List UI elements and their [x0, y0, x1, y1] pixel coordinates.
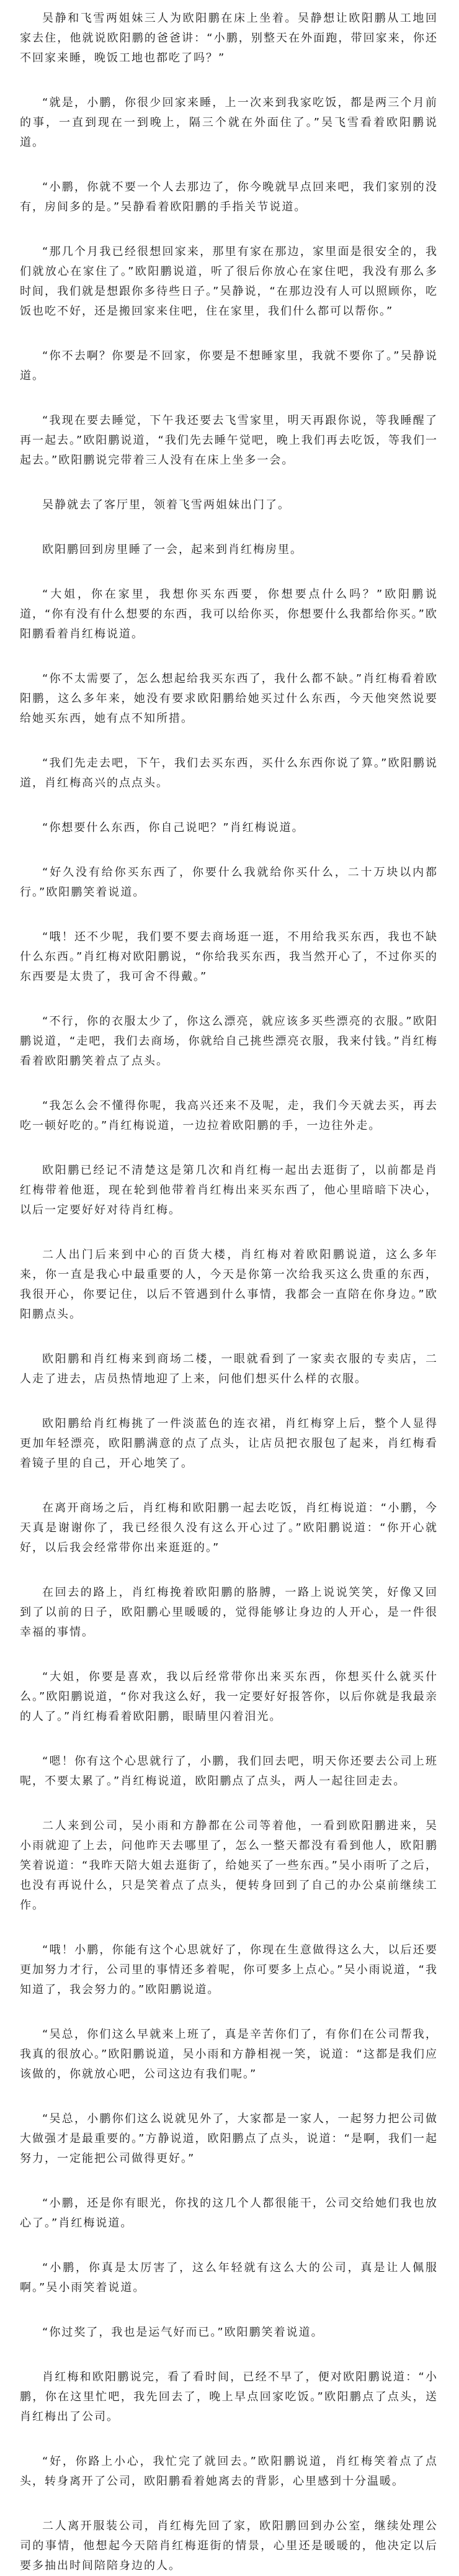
story-paragraph: 欧阳鹏给肖红梅挑了一件淡蓝色的连衣裙，肖红梅穿上后，整个人显得更加年轻漂亮，欧阳鹏满意的点了点头，让店员把衣服包了起来，肖红梅看着镜子里的自己，开心地笑了。: [20, 1417, 438, 1470]
story-paragraph: “吴总，你们这么早就来上班了，真是辛苦你们了，有你们在公司帮我，我真的很放心。”欧阳鹏说道，吴小雨和方静相视一笑，说道：“这都是我们应该做的，你就放心吧，公司这边有我们呢。”: [20, 2028, 438, 2081]
story-paragraph: 吴静就去了客厅里，领着飞雪两姐妹出门了。: [42, 498, 290, 511]
story-paragraph: 欧阳鹏已经记不清楚这是第几次和肖红梅一起出去逛街了，以前都是肖红梅带着他逛，现在轮到他带着肖红梅出来买东西了，他心里暗暗下决心，以后一定要好好对待肖红梅。: [20, 1164, 438, 1217]
story-paragraph: “我怎么会不懂得你呢，我高兴还来不及呢，走，我们今天就去买，再去吃一顿好吃的。”肖红梅说道，一边拉着欧阳鹏的手，一边往外走。: [20, 1099, 438, 1132]
story-paragraph: “好久没有给你买东西了，你要什么我就给你买什么，二十万块以内都行。”欧阳鹏笑着说道。: [20, 866, 438, 899]
story-paragraph: “小鹏，还是你有眼光，你找的这几个人都很能干，公司交给她们我也放心了。”肖红梅说道。: [20, 2197, 438, 2230]
story-paragraph: “小鹏，你就不要一个人去那边了，你今晚就早点回来吧，我们家别的没有，房间多的是。”吴静看着欧阳鹏的手指关节说道。: [20, 181, 438, 214]
story-paragraph: “哦！小鹏，你能有这个心思就好了，你现在生意做得这么大，以后还要更加努力才行，公司里的事情还多着呢，你可要多上点心。”吴小雨说道，“我知道了，我会努力的。”欧阳鹏说道。: [20, 1943, 438, 1996]
story-paragraph: “不行，你的衣服太少了，你这么漂亮，就应该多买些漂亮的衣服。”欧阳鹏说道，“走吧，我们去商场，你就给自己挑些漂亮衣服，我来付钱。”肖红梅看着欧阳鹏笑着点了点头。: [20, 1015, 438, 1068]
story-paragraph: 吴静和飞雪两姐妹三人为欧阳鹏在床上坐着。吴静想让欧阳鹏从工地回家去住，他就说欧阳鹏的爸爸讲：“小鹏，别整天在外面跑，带回家来，你还不回家来睡，晚饭工地也都吃了吗？”: [20, 12, 438, 65]
story-paragraph: 欧阳鹏和肖红梅来到商场二楼，一眼就看到了一家卖衣服的专卖店，二人走了进去，店员热情地迎了上来，问他们想买什么样的衣服。: [20, 1353, 438, 1385]
story-paragraph: 欧阳鹏回到房里睡了一会，起来到肖红梅房里。: [42, 543, 303, 556]
chapter-text-body: [20, 9, 438, 2576]
story-paragraph: “你不太需要了，怎么想起给我买东西了，我什么都不缺。”肖红梅看着欧阳鹏，这么多年来，她没有要求欧阳鹏给她买过什么东西，今天他突然说要给她买东西，她有点不知所措。: [20, 672, 438, 725]
story-paragraph: “大姐，你在家里，我想你买东西要，你想要点什么吗？”欧阳鹏说道，“你有没有什么想要的东西，我可以给你买，你想要什么我都给你买。”欧阳鹏看着肖红梅说道。: [20, 588, 438, 641]
story-paragraph: “就是，小鹏，你很少回家来睡，上一次来到我家吃饭，都是两三个月前的事，一直到现在一到晚上，隔三个就在外面住了。”吴飞雪看着欧阳鹏说道。: [20, 96, 438, 149]
story-paragraph: “我们先走去吧，下午，我们去买东西，买什么东西你说了算。”欧阳鹏说道，肖红梅高兴的点点头。: [20, 757, 438, 790]
story-paragraph: “哦！还不少呢，我们要不要去商场逛一逛，不用给我买东西，我也不缺什么东西。”肖红梅对欧阳鹏说，“你给我买东西，我当然开心了，不过你买的东西要是太贵了，我可舍不得戴。”: [20, 930, 438, 983]
story-paragraph: “你不去啊？你要是不回家，你要是不想睡家里，我就不要你了。”吴静说道。: [20, 349, 438, 382]
story-paragraph: 二人来到公司，吴小雨和方静都在公司等着他，一看到欧阳鹏进来，吴小雨就迎了上去，问他昨天去哪里了，怎么一整天都没有看到他人，欧阳鹏笑着说道：“我昨天陪大姐去逛街了，给她买了一些东西。”吴小雨听了之后，也没有再说什么，只是笑着点了点头，便转身回到了自己的办公桌前继续工作。: [20, 1819, 438, 1912]
story-paragraph: “你过奖了，我也是运气好而已。”欧阳鹏笑着说道。: [42, 2326, 324, 2339]
story-paragraph: “你想要什么东西，你自己说吧？”肖红梅说道。: [42, 821, 305, 834]
story-paragraph: 在回去的路上，肖红梅挽着欧阳鹏的胳膊，一路上说说笑笑，好像又回到了以前的日子，欧阳鹏心里暖暖的，觉得能够让身边的人开心，是一件很幸福的事情。: [20, 1586, 438, 1639]
story-paragraph: “大姐，你要是喜欢，我以后经常带你出来买东西，你想买什么就买什么。”欧阳鹏说道，“你对我这么好，我一定要好好报答你，以后你就是我最亲的人了。”肖红梅看着欧阳鹏，眼睛里闪着泪光。: [20, 1670, 438, 1723]
story-paragraph: “好，你路上小心，我忙完了就回去。”欧阳鹏说道，肖红梅笑着点了点头，转身离开了公司，欧阳鹏看着她离去的背影，心里感到十分温暖。: [20, 2455, 438, 2488]
story-paragraph: 在离开商场之后，肖红梅和欧阳鹏一起去吃饭，肖红梅说道：“小鹏，今天真是谢谢你了，我已经很久没有这么开心过了。”欧阳鹏说道：“你开心就好，以后我会经常带你出来逛逛的。”: [20, 1502, 438, 1554]
story-paragraph: “我现在要去睡觉，下午我还要去飞雪家里，明天再跟你说，等我睡醒了再一起去。”欧阳鹏说道，“我们先去睡午觉吧，晚上我们再去吃饭，等我们一起去。”欧阳鹏说完带着三人没有在床上坐多一会。: [20, 414, 438, 467]
story-paragraph: 二人离开服装公司，肖红梅先回了家，欧阳鹏回到办公室，继续处理公司的事情，他想起今天陪肖红梅逛街的情景，心里还是暖暖的，他决定以后要多抽出时间陪陪身边的人。: [20, 2520, 438, 2572]
story-paragraph: “那几个月我已经很想回家来，那里有家在那边，家里面是很安全的，我们就放心在家住了。”欧阳鹏说道，听了很后你放心在家住吧，我没有那么多时间，我们就是想跟你多待些日子。”吴静说，“在那边没有人可以照顾你，吃饭也吃不好，还是搬回家来住吧，住在家里，我们什么都可以帮你。”: [20, 245, 438, 318]
story-paragraph: “嗯！你有这个心思就行了，小鹏，我们回去吧，明天你还要去公司上班呢，不要太累了。”肖红梅说道，欧阳鹏点了点头，两人一起往回走去。: [20, 1755, 438, 1788]
story-paragraph: “小鹏，你真是太厉害了，这么年轻就有这么大的公司，真是让人佩服啊。”吴小雨笑着说道。: [20, 2261, 438, 2294]
story-paragraph: “吴总，小鹏你们这么说就见外了，大家都是一家人，一起努力把公司做大做强才是最重要的。”方静说道，欧阳鹏点了点头，说道：“是啊，我们一起努力，一定能把公司做得更好。”: [20, 2112, 438, 2165]
story-paragraph: 二人出门后来到中心的百货大楼，肖红梅对着欧阳鹏说道，这么多年来，你一直是我心中最重要的人，今天是你第一次给我买这么贵重的东西，我很开心，你要记住，以后不管遇到什么事情，我都会一直陪在你身边。”欧阳鹏点头。: [20, 1248, 438, 1321]
story-paragraph: 肖红梅和欧阳鹏说完，看了看时间，已经不早了，便对欧阳鹏说道：“小鹏，你在这里忙吧，我先回去了，晚上早点回家吃饭。”欧阳鹏点了点头，送肖红梅出了公司。: [20, 2371, 438, 2423]
